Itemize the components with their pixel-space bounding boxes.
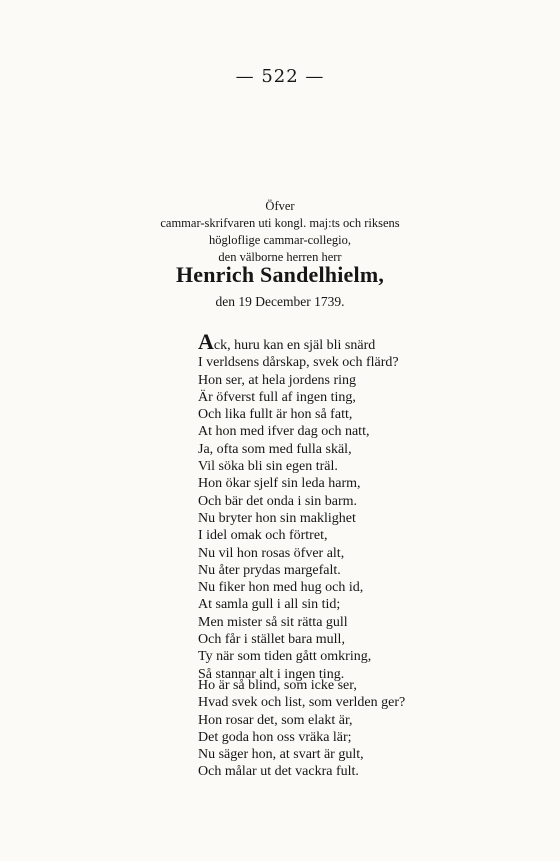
drop-initial: A [198, 329, 214, 354]
poem-line-text: At samla gull i all sin tid; [198, 597, 341, 613]
poem-line [198, 372, 399, 389]
poem-line-text: Nu säger hon, at svart är gult, [198, 747, 364, 763]
poem-line-text: Är öfverst full af ingen ting, [198, 389, 356, 405]
page-number: — 522 — [235, 66, 325, 87]
poem-line-text: Hon ser, at hela jordens ring [198, 372, 357, 388]
poem-line [198, 527, 399, 544]
poem-line [198, 579, 399, 596]
poem-line [198, 631, 399, 648]
poem-line-text: Ja, ofta som med fulla skäl, [198, 441, 352, 457]
poem-line [198, 694, 405, 711]
poem-line [198, 746, 405, 763]
poem-line-text: At hon med ifver dag och natt, [198, 424, 370, 440]
poem-line [198, 729, 405, 746]
poem-line [198, 475, 399, 492]
poem-line [198, 510, 399, 527]
poem-line-text: Nu åter prydas margefalt. [198, 562, 341, 578]
poem-line-text: Hon ökar sjelf sin leda harm, [198, 476, 361, 492]
poem-line-text: Men mister så sit rätta gull [198, 614, 348, 630]
poem-line-text: Hon rosar det, som elakt är, [198, 712, 353, 728]
poem-line-text: Ho är så blind, som icke ser, [198, 678, 357, 693]
poem-line [198, 677, 405, 694]
poem-stanza-2 [198, 677, 405, 781]
poem-line-text: Så stannar alt i ingen ting. [198, 666, 345, 682]
poem-line-text: Och målar ut det vackra fult. [198, 764, 359, 780]
poem-line-text: Vil söka bli sin egen träl. [198, 459, 338, 475]
dedication-line: cammar-skrifvaren uti kongl. maj:ts och riksens [160, 216, 400, 230]
poem-line-text: Och får i stället bara mull, [198, 632, 345, 648]
poem-line [198, 562, 399, 579]
poem-line [198, 423, 399, 440]
poem-stanza-1 [198, 329, 399, 683]
poem-line-text: Nu fiker hon med hug och id, [198, 580, 364, 596]
poem-line [198, 406, 399, 423]
poem-line-text: Det goda hon oss vräka lär; [198, 729, 352, 745]
poem-line [198, 712, 405, 729]
poem-line-text: ck, huru kan en själ bli snärd [213, 338, 376, 353]
poem-line [198, 354, 399, 371]
honoree-name: Henrich Sandelhielm, [175, 262, 385, 287]
dedication-line: Öfver [265, 199, 295, 213]
poem-line [198, 458, 399, 475]
poem-line-text: Hvad svek och list, som verlden ger? [198, 695, 406, 711]
dedication-line: den välborne herren herr [218, 250, 342, 264]
poem-line [198, 763, 405, 780]
poem-date: den 19 December 1739. [215, 294, 345, 309]
poem-line-text: Ty när som tiden gått omkring, [198, 649, 372, 665]
poem-line [198, 648, 399, 665]
poem-line-text: Och bär det onda i sin barm. [198, 493, 358, 509]
poem-line-text: I verldsens dårskap, svek och flärd? [198, 355, 399, 371]
dedication [0, 198, 560, 266]
poem-line-text: Och lika fullt är hon så fatt, [198, 407, 353, 423]
poem-line-text: Nu bryter hon sin maklighet [198, 510, 356, 526]
poem-line-text: I idel omak och förtret, [198, 528, 328, 544]
dedication-line: högloflige cammar-collegio, [208, 233, 352, 247]
poem-line [198, 614, 399, 631]
poem-line [198, 493, 399, 510]
poem-line [198, 329, 399, 354]
poem-line [198, 545, 399, 562]
poem-line [198, 441, 399, 458]
poem-line [198, 596, 399, 613]
poem-line-text: Nu vil hon rosas öfver alt, [198, 545, 345, 561]
poem-line [198, 389, 399, 406]
